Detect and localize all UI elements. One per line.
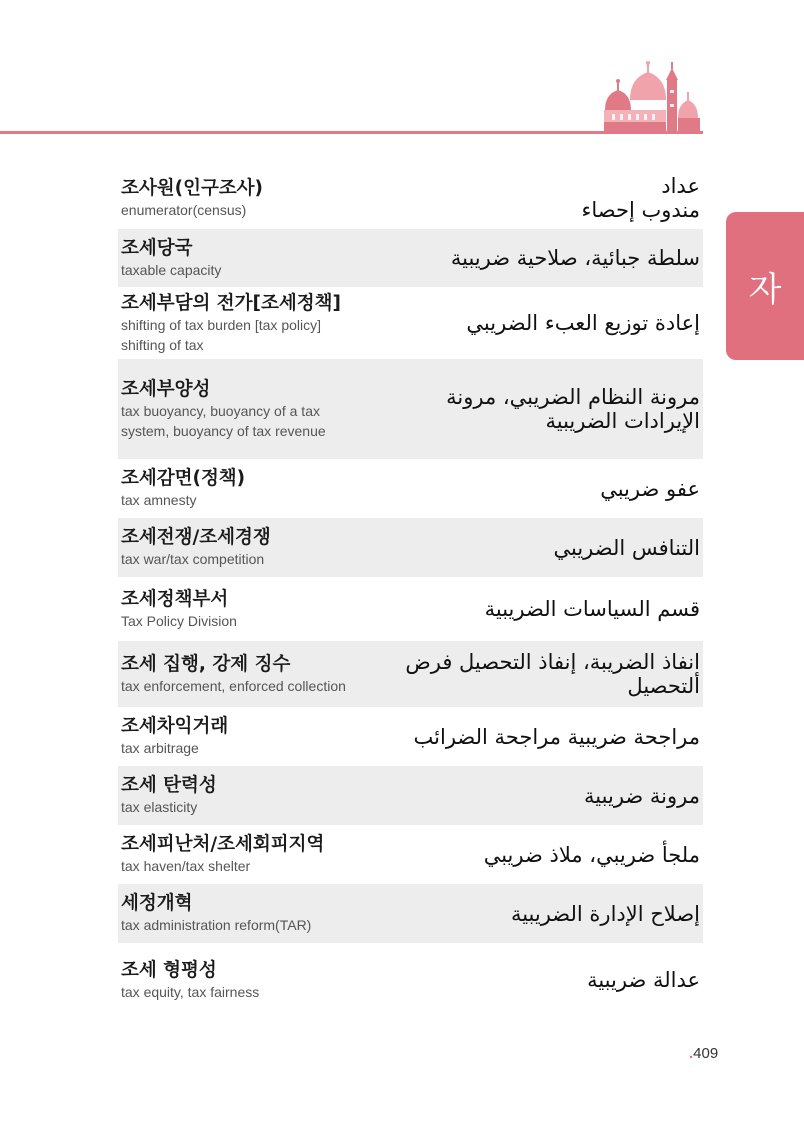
glossary-entry bbox=[118, 825, 703, 884]
korean-term: 조세 탄력성 bbox=[121, 775, 217, 796]
korean-term: 조세차익거래 bbox=[121, 716, 229, 737]
english-term: system, buoyancy of tax revenue bbox=[121, 422, 326, 439]
glossary-entry bbox=[118, 707, 703, 766]
glossary-entry bbox=[118, 766, 703, 825]
english-term: tax haven/tax shelter bbox=[121, 858, 251, 874]
header-rule bbox=[0, 131, 703, 134]
english-term: shifting of tax bbox=[121, 336, 204, 353]
english-term: Tax Policy Division bbox=[121, 612, 237, 629]
english-term: tax buoyancy, buoyancy of a tax bbox=[121, 402, 320, 419]
glossary-entry bbox=[118, 518, 703, 577]
korean-term: 조세당국 bbox=[121, 237, 193, 259]
mosque-icon bbox=[600, 60, 704, 134]
arabic-term-line: عداد bbox=[661, 174, 700, 198]
korean-term: 조세부양성 bbox=[121, 378, 211, 400]
glossary-entry bbox=[118, 167, 703, 229]
arabic-term: مرونة ضريبية bbox=[584, 783, 700, 808]
glossary-list bbox=[118, 167, 703, 1017]
section-tab bbox=[726, 212, 804, 360]
arabic-term: عدالة ضريبية bbox=[587, 968, 700, 992]
korean-term: 조세 집행, 강제 징수 bbox=[121, 653, 291, 675]
korean-term: 조사원(인구조사) bbox=[121, 177, 264, 199]
english-term: tax arbitrage bbox=[121, 740, 199, 756]
english-term: shifting of tax burden [tax policy] bbox=[121, 316, 321, 333]
arabic-term: التنافس الضريبي bbox=[553, 535, 700, 560]
korean-term: 조세 형평성 bbox=[121, 959, 217, 981]
glossary-entry bbox=[118, 359, 703, 459]
arabic-term: مرونة النظام الضريبي، مرونة الإيرادات الضريبية bbox=[446, 385, 700, 433]
english-term: tax war/tax competition bbox=[121, 551, 265, 567]
arabic-term: انفاذ الضريبة، إنفاذ التحصيل فرض ألتحصيل bbox=[405, 650, 700, 698]
english-term: tax equity, tax fairness bbox=[121, 983, 260, 1000]
arabic-term: مراجحة ضريبية مراجحة الضرائب bbox=[413, 724, 700, 749]
glossary-entry bbox=[118, 287, 703, 359]
arabic-term: ملجأ ضريبي، ملاذ ضريبي bbox=[483, 842, 700, 867]
arabic-term: قسم السياسات الضريبية bbox=[484, 597, 700, 621]
glossary-entry bbox=[118, 577, 703, 641]
page-number bbox=[689, 1045, 718, 1062]
english-term: tax enforcement, enforced collection bbox=[121, 677, 346, 694]
english-term: enumerator(census) bbox=[121, 201, 247, 218]
glossary-entry bbox=[118, 641, 703, 707]
glossary-entry bbox=[118, 943, 703, 1017]
arabic-term: عفو ضريبي bbox=[600, 476, 700, 501]
korean-term: 조세전쟁/조세경쟁 bbox=[121, 527, 271, 548]
glossary-entry bbox=[118, 229, 703, 287]
section-tab-letter: 자 bbox=[748, 269, 782, 310]
arabic-term-line: مندوب إحصاء bbox=[581, 198, 700, 222]
korean-term: 세정개혁 bbox=[121, 893, 193, 914]
arabic-term: إعادة توزيع العبء الضريبي bbox=[466, 311, 700, 335]
korean-term: 조세피난처/조세회피지역 bbox=[121, 834, 325, 855]
english-term: tax administration reform(TAR) bbox=[121, 917, 312, 933]
english-term: tax amnesty bbox=[121, 492, 197, 508]
english-term: taxable capacity bbox=[121, 261, 222, 278]
page-number-dot: . bbox=[689, 1045, 694, 1062]
korean-term: 조세감면(정책) bbox=[121, 468, 246, 489]
korean-term: 조세부담의 전가[조세정책] bbox=[121, 292, 341, 314]
arabic-term: سلطة جبائية، صلاحية ضريبية bbox=[450, 246, 700, 270]
arabic-term bbox=[582, 174, 701, 222]
arabic-term: إصلاح الإدارة الضريبية bbox=[510, 901, 700, 926]
english-term: tax elasticity bbox=[121, 799, 198, 815]
glossary-entry bbox=[118, 884, 703, 943]
korean-term: 조세정책부서 bbox=[121, 588, 229, 610]
page-number-value: 409 bbox=[693, 1045, 719, 1062]
glossary-entry bbox=[118, 459, 703, 518]
